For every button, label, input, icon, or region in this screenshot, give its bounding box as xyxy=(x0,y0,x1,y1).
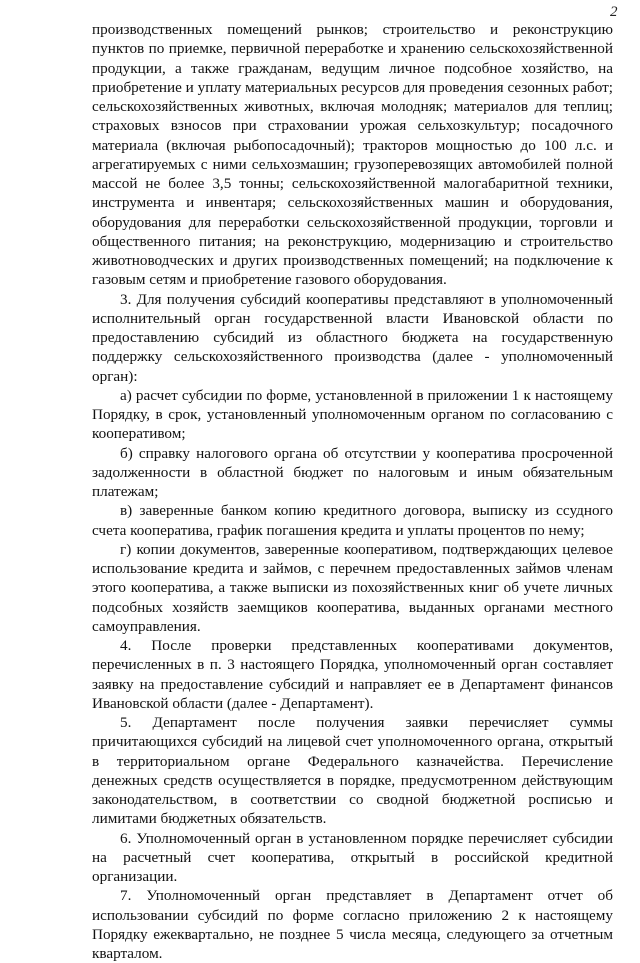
paragraph-6: 6. Уполномоченный орган в установленном порядке перечисляет субсидии на расчетный счет кооператива, открытый в российской кредитной организации. xyxy=(92,829,613,885)
paragraph-3g: г) копии документов, заверенные кооперативом, подтверждающих целевое использование кредита и займов, с перечнем предоставленных займов членам этого кооператива, а также выписки из похозяйственных книг об учете личных подсобных хозяйств заемщиков кооператива, выданных органами местного самоуправления. xyxy=(92,540,613,635)
paragraph-3: 3. Для получения субсидий кооперативы представляют в уполномоченный исполнительный орган государственной власти Ивановской области по предоставлению субсидий из областного бюджета на государственную поддержку сельскохозяйственного производства (далее - уполномоченный орган): xyxy=(92,290,613,385)
paragraph-7: 7. Уполномоченный орган представляет в Департамент отчет об использовании субсидий по форме согласно приложению 2 к настоящему Порядку ежеквартально, не позднее 5 числа месяца, следующего за отчетным кварталом. xyxy=(92,887,613,962)
paragraph-3v: в) заверенные банком копию кредитного договора, выписку из ссудного счета кооператива, график погашения кредита и уплаты процентов по нему; xyxy=(92,502,613,539)
paragraph-3a: а) расчет субсидии по форме, установленной в приложении 1 к настоящему Порядку, в срок, установленный уполномоченным органом по согласованию с кооперативом; xyxy=(92,386,613,443)
paragraph-continuation: производственных помещений рынков; строительство и реконструкцию пунктов по приемке, первичной переработке и хранению сельскохозяйственной продукции, а также гражданам, ведущим личное подсобное хозяйство, на приобретение и уплату материальных ресурсов для проведения сезонных работ; сельскохозяйственных животных, включая молодняк; материалов для теплиц; страховых взносов при страховании урожая сельхозкультур; посадочного материала (включая рыбопосадочный); тракторов мощностью до 100 л.с. и агрегатируемых с ними сельхозмашин; грузоперевозящих автомобилей полной массой не более 3,5 тонны; сельскохозяйственной малогабаритной техники, инструмента и инвентаря; сельскохозяйственных машин и оборудования, оборудования для переработки сельскохозяйственной продукции, торговли и общественного питания; на реконструкцию, модернизацию и строительство животноводческих и других производственных помещений; на подключение к газовым сетям и приобретение газового оборудования. xyxy=(92,21,613,289)
page-number: 2 xyxy=(610,4,618,20)
paragraph-3b: б) справку налогового органа об отсутствии у кооператива просроченной задолженности в областной бюджет по налоговым и иным обязательным платежам; xyxy=(92,444,613,500)
document-body xyxy=(92,20,613,963)
paragraph-4: 4. После проверки представленных кооперативами документов, перечисленных в п. 3 настоящего Порядка, уполномоченный орган составляет заявку на предоставление субсидий и направляет ее в Департамент финансов Ивановской области (далее - Департамент). xyxy=(92,637,613,712)
paragraph-5: 5. Департамент после получения заявки перечисляет суммы причитающихся субсидий на лицевой счет уполномоченного органа, открытый в территориальном органе Федерального казначейства. Перечисление денежных средств осуществляется в порядке, предусмотренном действующим законодательством, в соответствии со сводной бюджетной росписью и лимитами бюджетных обязательств. xyxy=(92,714,613,828)
